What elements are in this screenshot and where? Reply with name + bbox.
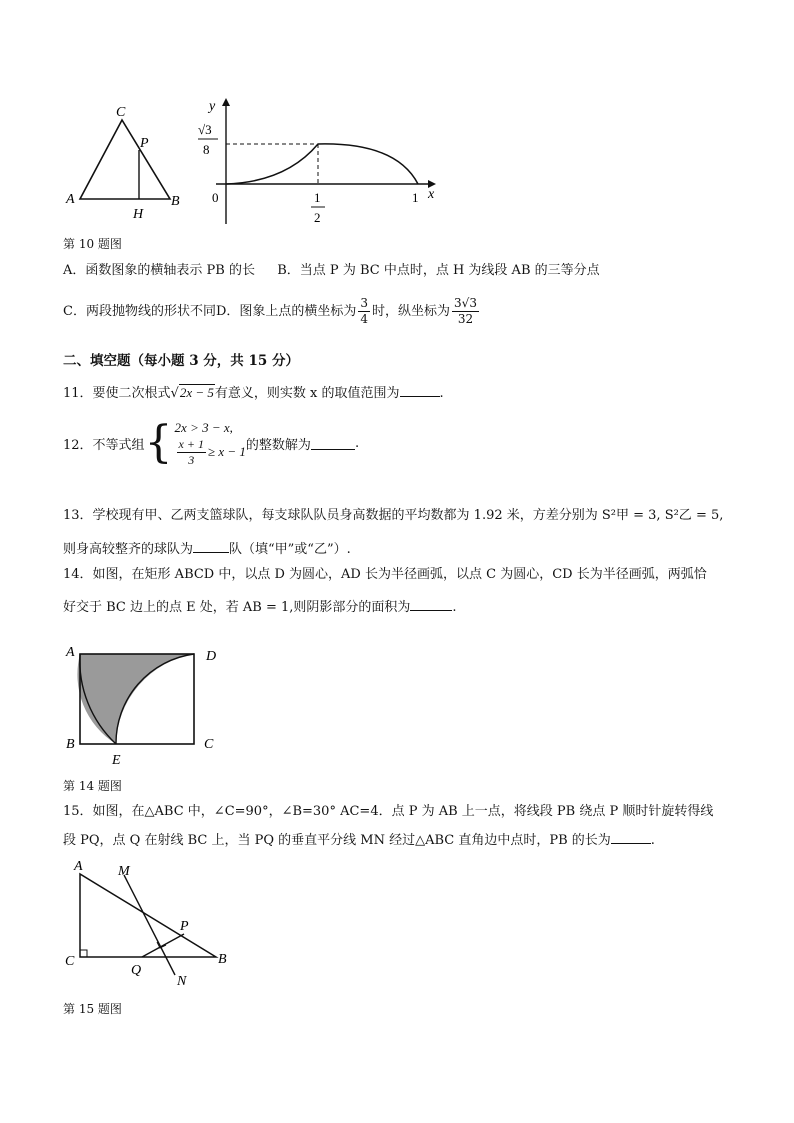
label-c: C <box>116 105 126 120</box>
q11-pre: 11．要使二次根式 <box>63 386 171 401</box>
label-b: B <box>66 737 75 752</box>
q10-option-d-mid: 时，纵坐标为 <box>372 303 451 319</box>
line-mn <box>124 875 175 975</box>
section-2-title: 二、填空题（每小题 3 分，共 15 分） <box>63 353 299 369</box>
question-12 <box>63 417 360 468</box>
q12-post: 的整数解为 <box>245 437 311 453</box>
q12-answer-blank[interactable] <box>311 437 355 450</box>
q10-fraction-x-num: 3 <box>360 296 369 310</box>
q12-ineq-2-den: 3 <box>188 452 195 467</box>
q11-answer-blank[interactable] <box>400 384 440 397</box>
q10-option-b: B．当点 P 为 BC 中点时，点 H 为线段 AB 的三等分点 <box>277 263 600 278</box>
q12-pre: 12．不等式组 <box>63 437 145 453</box>
q11-end: . <box>439 386 444 401</box>
triangle-acb <box>80 874 216 957</box>
curve-right <box>318 144 418 184</box>
fig14-caption: 第 14 题图 <box>63 779 122 793</box>
x-end-label: 1 <box>412 190 419 205</box>
q10-option-d-pre: D．图象上点的横坐标为 <box>215 303 357 319</box>
origin-label: 0 <box>212 190 219 205</box>
y-tick-denominator: 8 <box>203 142 210 157</box>
shaded-region <box>77 654 194 744</box>
label-c: C <box>65 954 75 969</box>
q10-options-ab <box>63 262 600 280</box>
triangle-abc <box>80 120 170 199</box>
label-a: A <box>66 192 75 207</box>
fig15-triangle <box>60 857 245 992</box>
q10-fraction-y <box>452 296 479 327</box>
y-tick-numerator: √3 <box>198 122 212 137</box>
q15-line-2-end: . <box>650 833 655 848</box>
fig10-caption: 第 10 题图 <box>63 237 122 251</box>
q14-line-2-pre: 好交于 BC 边上的点 E 处，若 AB = 1,则阴影部分的面积为 <box>63 600 411 615</box>
fig15-caption: 第 15 题图 <box>63 1002 122 1016</box>
label-n: N <box>177 974 187 989</box>
q12-ineq-2-rest: ≥ x − 1 <box>207 444 246 459</box>
q12-ineq-1: 2x > 3 − x, <box>174 419 233 435</box>
q15-answer-blank[interactable] <box>611 831 651 844</box>
fig10-graph <box>196 96 446 231</box>
label-b: B <box>218 952 227 967</box>
q13-answer-blank[interactable] <box>193 540 229 553</box>
q14-line-2 <box>63 598 457 617</box>
label-m: M <box>118 864 130 879</box>
q12-system <box>175 419 246 468</box>
q13-line-1: 13．学校现有甲、乙两支篮球队，每支球队队员身高数据的平均数都为 1.92 米，方差分别为 S²甲 = 3, S²乙 = 5, <box>63 508 724 523</box>
label-a: A <box>66 645 75 660</box>
q10-option-c: C．两段抛物线的形状不同 <box>63 303 216 319</box>
label-q: Q <box>131 963 142 978</box>
q10-fraction-x <box>358 296 370 327</box>
question-11 <box>63 384 444 403</box>
q13-line-2 <box>63 540 351 559</box>
right-angle-mark-c <box>80 950 87 957</box>
q12-ineq-2-num: x + 1 <box>178 436 204 451</box>
q10-fraction-y-den: 32 <box>457 312 474 326</box>
q10-option-a: A．函数图象的横轴表示 PB 的长 <box>63 263 255 278</box>
q15-line-2 <box>63 831 655 850</box>
x-tick-numerator: 1 <box>314 190 321 205</box>
label-e: E <box>112 753 121 768</box>
q11-post: 有意义，则实数 x 的取值范围为 <box>214 386 400 401</box>
label-b: B <box>171 194 180 209</box>
label-h: H <box>133 207 144 222</box>
label-d: D <box>206 649 217 664</box>
label-c: C <box>204 737 214 752</box>
y-axis-arrow <box>222 98 230 106</box>
q10-options-cd <box>63 296 481 327</box>
q12-ineq-2-frac <box>177 437 206 468</box>
q14-line-2-end: . <box>452 600 457 615</box>
segment-pq <box>142 934 184 957</box>
q14-line-1: 14．如图，在矩形 ABCD 中，以点 D 为圆心，AD 长为半径画弧，以点 C 为圆心，CD 长为半径画弧，两弧恰 <box>63 567 707 582</box>
fig14-rectangle <box>60 642 230 770</box>
q15-line-1: 15．如图，在△ABC 中，∠C=90°，∠B=30° AC=4．点 P 为 AB 上一点，将线段 PB 绕点 P 顺时针旋转得线 <box>63 804 714 819</box>
curve-left <box>226 144 318 184</box>
q15-line-2-pre: 段 PQ，点 Q 在射线 BC 上，当 PQ 的垂直平分线 MN 经过△ABC 直角边中点时，PB 的长为 <box>63 833 611 848</box>
q10-fraction-x-den: 4 <box>360 312 369 326</box>
q11-radicand: 2x − 5 <box>179 385 214 400</box>
label-p: P <box>140 136 149 151</box>
q12-ineq-2 <box>175 437 246 468</box>
q12-brace: { <box>144 417 173 468</box>
q12-end: . <box>354 435 360 451</box>
q13-line-2-pre: 则身高较整齐的球队为 <box>63 542 194 557</box>
q13-line-2-post: 队（填“甲”或“乙”）. <box>229 542 351 557</box>
fig10-triangle <box>60 100 190 225</box>
x-tick-denominator: 2 <box>314 210 321 225</box>
q14-answer-blank[interactable] <box>410 598 452 611</box>
label-p: P <box>180 919 189 934</box>
sqrt-sign: √ <box>170 386 179 401</box>
x-axis-label: x <box>428 187 435 202</box>
y-axis-label: y <box>209 99 216 114</box>
label-a: A <box>74 859 83 874</box>
q10-fraction-y-num: 3√3 <box>454 296 477 310</box>
